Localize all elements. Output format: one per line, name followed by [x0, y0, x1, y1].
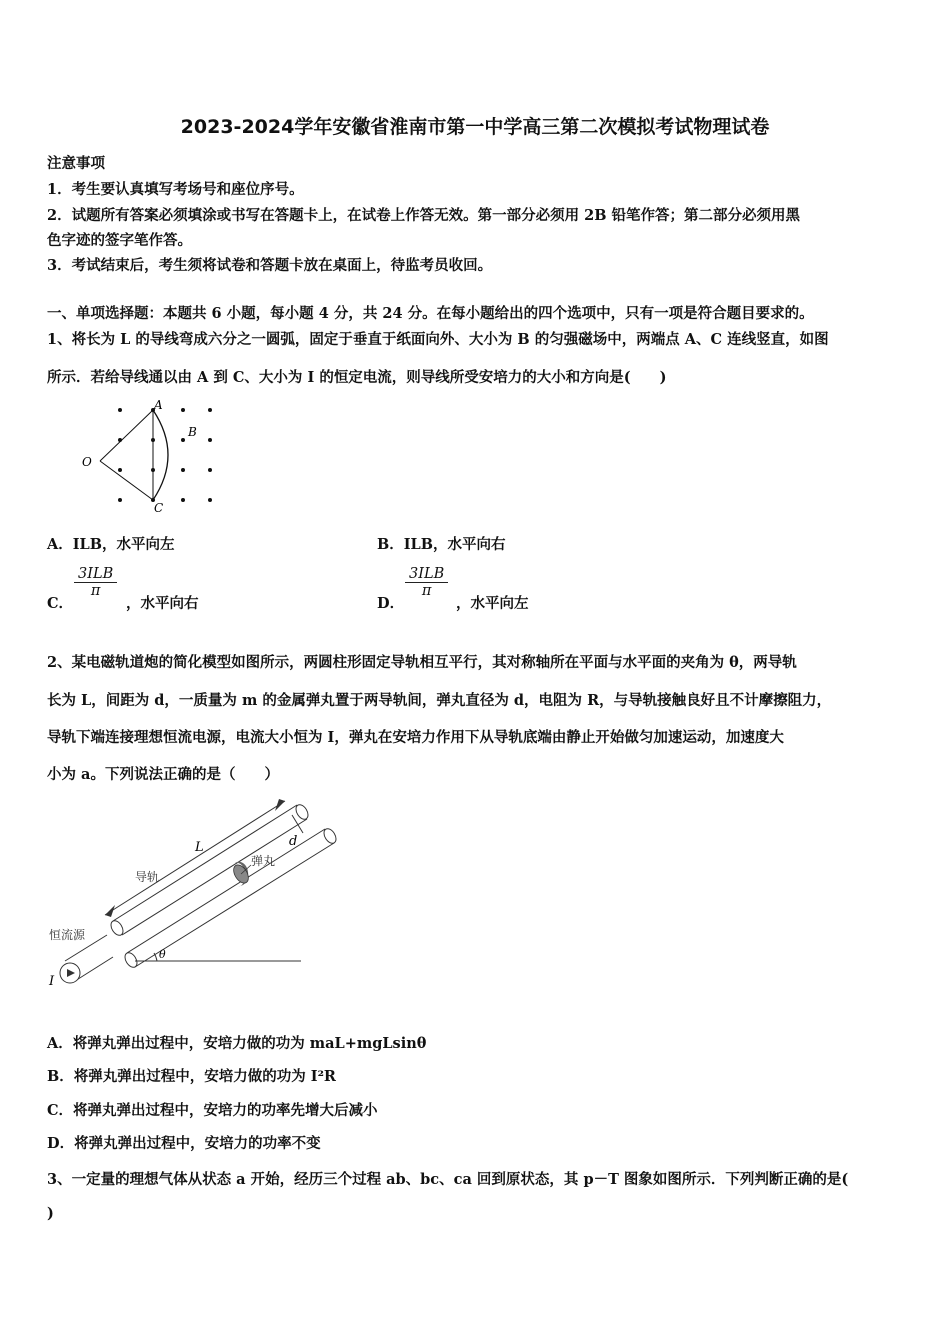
label-l: L [195, 840, 204, 855]
label-i: I [49, 974, 55, 989]
q1-option-d-text: ，水平向左 [456, 595, 529, 612]
q3-stem-line1: 3、一定量的理想气体从状态 a 开始，经历三个过程 ab、bc、ca 回到原状态，其 p－T 图象如图所示．下列判断正确的是( [47, 1171, 849, 1188]
q1-figure [78, 398, 228, 518]
fraction-numerator: 3ILB [405, 566, 448, 583]
q1-option-b[interactable] [377, 533, 506, 554]
arrow-icon [105, 905, 115, 917]
magnetic-field-dots [118, 408, 212, 502]
q2-stem-line1: 2、某电磁轨道炮的简化模型如图所示，两圆柱形固定导轨相互平行，其对称轴所在平面与水平面的夹角为 θ，两导轨 [47, 654, 797, 671]
option-text: ILB，水平向左 [72, 536, 175, 553]
q2-option-d[interactable]: D．将弹丸弹出过程中，安培力的功率不变 [47, 1135, 321, 1152]
exam-title: 2023-2024学年安徽省淮南市第一中学高三第二次模拟考试物理试卷 [180, 116, 770, 138]
q1-option-d-letter[interactable]: D． [377, 595, 405, 612]
notice-item: 3．考试结束后，考生须将试卷和答题卡放在桌面上，待监考员收回。 [47, 257, 493, 274]
fraction-numerator: 3ILB [74, 566, 117, 583]
q1-stem-line1: 1、将长为 L 的导线弯成六分之一圆弧，固定于垂直于纸面向外、大小为 B 的匀强磁场中，两端点 A、C 连线竖直，如图 [47, 331, 829, 348]
wire-arc [153, 410, 168, 500]
notice-item: 2．试题所有答案必须填涂或书写在答题卡上，在试卷上作答无效。第一部分必须用 2B 铅笔作答；第二部分必须用黑 [47, 207, 801, 224]
q1-option-d-fraction [405, 566, 448, 599]
q1-option-c-text: ，水平向右 [126, 595, 199, 612]
option-letter: A． [47, 536, 73, 553]
q1-option-a[interactable] [47, 533, 175, 554]
q2-stem-line3: 导轨下端连接理想恒流电源，电流大小恒为 I，弹丸在安培力作用下从导轨底端由静止开始做匀加速运动，加速度大 [47, 729, 784, 746]
q1-stem-line2: 所示．若给导线通以由 A 到 C、大小为 I 的恒定电流，则导线所受安培力的大小和方向是( ) [47, 369, 667, 386]
label-rail: 导轨 [135, 870, 160, 884]
q2-option-a[interactable]: A．将弹丸弹出过程中，安培力做的功为 maL+mgLsinθ [47, 1035, 427, 1052]
label-o: O [82, 455, 92, 469]
radius-oa [100, 410, 153, 461]
label-pellet: 弹丸 [251, 854, 276, 868]
q2-stem-line2: 长为 L，间距为 d，一质量为 m 的金属弹丸置于两导轨间，弹丸直径为 d，电阻为 R，与导轨接触良好且不计摩擦阻力， [47, 692, 832, 709]
label-a: A [154, 398, 163, 412]
label-d: d [289, 834, 298, 849]
notice-item: 1．考生要认真填写考场号和座位序号。 [47, 181, 304, 198]
dimension-d-line [292, 815, 303, 833]
label-b: B [188, 425, 197, 439]
q1-option-c-fraction [74, 566, 117, 599]
q2-figure [45, 793, 355, 993]
notice-item: 色字迹的签字笔作答。 [47, 232, 192, 249]
fraction-denominator: π [421, 583, 432, 599]
radius-oc [100, 461, 153, 500]
q1-option-c-letter[interactable]: C． [47, 595, 74, 612]
q2-stem-line4: 小为 a。下列说法正确的是（ ） [47, 766, 279, 783]
option-letter: B． [377, 536, 404, 553]
q2-option-c[interactable]: C．将弹丸弹出过程中，安培力的功率先增大后减小 [47, 1102, 378, 1119]
option-text: ILB，水平向右 [403, 536, 506, 553]
lower-rail-start [123, 951, 140, 970]
notice-heading: 注意事项 [47, 155, 105, 172]
label-theta: θ [159, 948, 166, 961]
arrow-icon [275, 799, 285, 811]
label-source: 恒流源 [49, 928, 86, 942]
label-c: C [154, 501, 164, 515]
section-heading: 一、单项选择题：本题共 6 小题，每小题 4 分，共 24 分。在每小题给出的四个选项中，只有一项是符合题目要求的。 [47, 305, 814, 322]
q3-stem-line2: ) [47, 1205, 54, 1222]
q2-option-b[interactable]: B．将弹丸弹出过程中，安培力做的功为 I²R [47, 1068, 336, 1085]
fraction-denominator: π [90, 583, 101, 599]
source-rail-bottom [75, 957, 113, 981]
